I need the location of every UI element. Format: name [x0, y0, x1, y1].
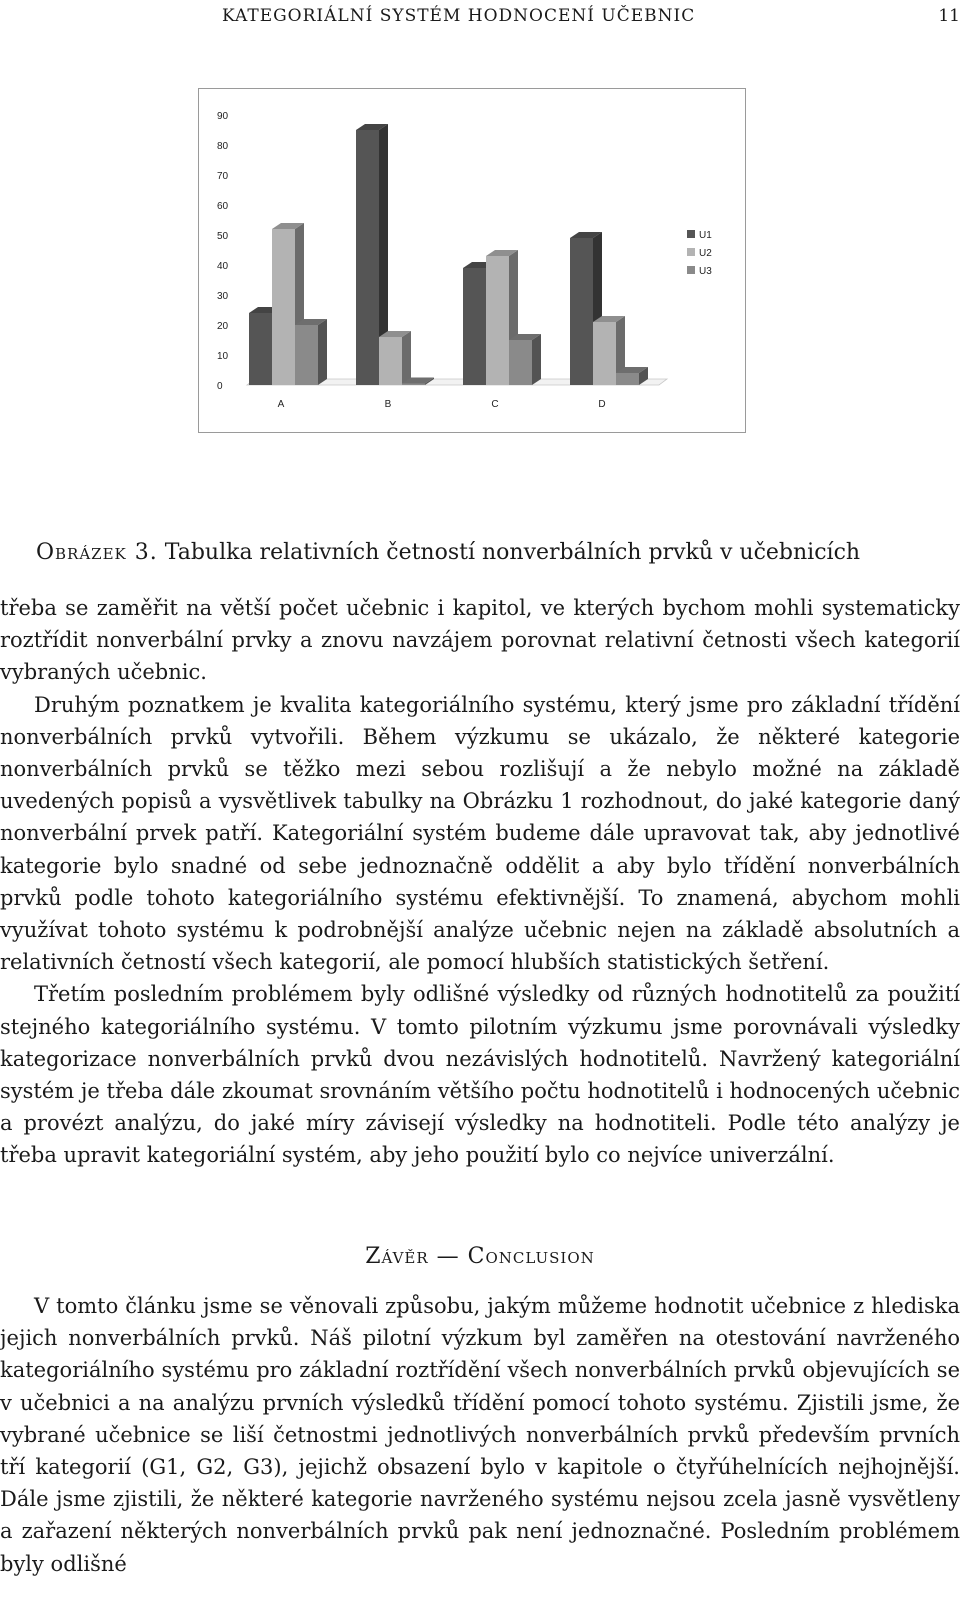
bar-side [532, 334, 541, 385]
x-tick-label: B [384, 399, 392, 410]
figure-label: Obrázek 3. [36, 540, 158, 565]
conclusion-text [0, 1290, 960, 1580]
y-tick-label: 90 [217, 111, 229, 122]
legend-label: U1 [699, 230, 712, 241]
section-heading: Závěr — Conclusion [365, 1244, 595, 1269]
paragraph: Třetím posledním problémem byly odlišné výsledky od různých hodnotitelů za použití stejného kategoriálního systému. V tomto pilotním výzkumu jsme porovnávali výsledky kategorizace nonverbálních prvků dvou nezávislých hodnotitelů. Navržený kategoriální systém je třeba dále zkoumat srovnáním většího počtu hodnotitelů i hodnocených učebnic a provézt analýzu, do jaké míry závisejí výsledky na hodnotiteli. Podle této analýzy je třeba upravit kategoriální systém, aby jeho použití bylo co nejvíce univerzální. [0, 982, 960, 1168]
y-tick-label: 40 [217, 261, 229, 272]
y-tick-label: 80 [217, 141, 229, 152]
y-tick-label: 0 [217, 381, 223, 392]
paragraph: Druhým poznatkem je kvalita kategoriálního systému, který jsme pro základní třídění nonverbálních prvků vytvořili. Během výzkumu se ukázalo, že některé kategorie nonverbálních prvků se těžko mezi sebou rozlišují a že nebylo možné na základě uvedených popisů a vysvětlivek tabulky na Obrázku 1 rozhodnout, do jaké kategorie daný nonverbální prvek patří. Kategoriální systém budeme dále upravovat tak, aby jednotlivé kategorie bylo snadné od sebe jednoznačně oddělit a aby bylo třídění nonverbálních prvků podle tohoto kategoriálního systému efektivnější. To znamená, abychom mohli využívat tohoto systému k podrobnější analýze učebnic nejen na základě absolutních a relativních četností všech kategorií, ale pomocí hlubších statistických šetření. [0, 692, 960, 975]
y-tick-label: 50 [217, 231, 229, 242]
figure-caption-text: Tabulka relativních četností nonverbálních prvků v učebnicích [164, 540, 861, 565]
bar [249, 313, 272, 385]
bar [272, 229, 295, 385]
legend-swatch [687, 248, 695, 256]
bar [616, 373, 639, 385]
legend-label: U2 [699, 248, 712, 259]
bar [402, 384, 425, 386]
bar [463, 268, 486, 385]
y-tick-label: 30 [217, 291, 229, 302]
running-header [0, 4, 960, 30]
y-tick-label: 60 [217, 201, 229, 212]
x-tick-label: C [491, 399, 499, 410]
running-title: KATEGORIÁLNÍ SYSTÉM HODNOCENÍ UČEBNIC [222, 6, 696, 26]
bar [509, 340, 532, 385]
y-tick-label: 20 [217, 321, 229, 332]
x-tick-label: A [277, 399, 285, 410]
bar [379, 337, 402, 385]
y-tick-label: 70 [217, 171, 229, 182]
figure-caption [36, 540, 860, 565]
bar [356, 130, 379, 385]
legend-swatch [687, 266, 695, 274]
bar [295, 325, 318, 385]
page-number: 11 [938, 6, 960, 26]
bar-side [402, 331, 411, 385]
bar [570, 238, 593, 385]
legend-swatch [687, 230, 695, 238]
bar [486, 256, 509, 385]
x-tick-label: D [598, 399, 606, 410]
bar-chart [198, 88, 746, 433]
chart-canvas [199, 89, 747, 434]
bar [593, 322, 616, 385]
conclusion-paragraph: V tomto článku jsme se věnovali způsobu, jakým můžeme hodnotit učebnice z hlediska jejich nonverbálních prvků. Náš pilotní výzkum byl zaměřen na otestování navrženého kategoriálního systému pro základní roztřídění všech nonverbálních prvků objevujících se v učebnici a na analýzu prvních výsledků třídění pomocí tohoto systému. Zjistili jsme, že vybrané učebnice se liší četnostmi jednotlivých nonverbálních prvků především prvních tří kategorií (G1, G2, G3), jejichž obsazení bylo v kapitole o čtyřúhelnících nejhojnější. Dále jsme zjistili, že některé kategorie navrženého systému nejsou zcela jasně vysvětleny a zařazení některých nonverbálních prvků pak není jednoznačné. Posledním problémem byly odlišné [0, 1294, 960, 1576]
legend-label: U3 [699, 266, 712, 277]
paragraph: třeba se zaměřit na větší počet učebnic i kapitol, ve kterých bychom mohli systematicky roztřídit nonverbální prvky a znovu navzájem porovnat relativní četnosti všech kategorií vybraných učebnic. [0, 596, 960, 685]
y-tick-label: 10 [217, 351, 229, 362]
body-text [0, 592, 960, 1172]
bar-side [318, 319, 327, 385]
